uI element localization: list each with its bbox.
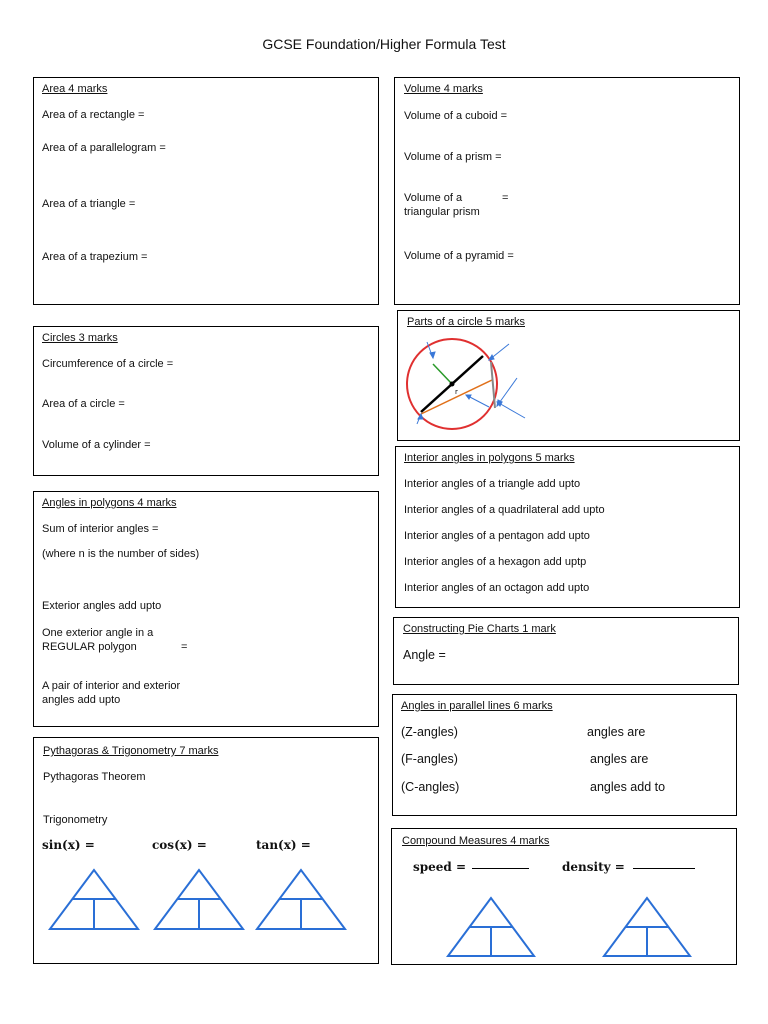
pythagoras-theorem: Pythagoras Theorem bbox=[43, 771, 146, 783]
angles-where-n: (where n is the number of sides) bbox=[42, 548, 200, 560]
area-rectangle: Area of a rectangle = bbox=[42, 109, 145, 121]
radius-green bbox=[433, 364, 452, 384]
angles-polygons-heading: Angles in polygons 4 marks bbox=[42, 497, 177, 509]
speed-formula: speed = bbox=[413, 860, 467, 874]
chord-line bbox=[421, 380, 492, 414]
volume-pyramid: Volume of a pyramid = bbox=[404, 250, 514, 262]
angles-pair-2: angles add upto bbox=[42, 694, 121, 706]
interior-hexagon: Interior angles of a hexagon add uptp bbox=[404, 556, 587, 568]
parallel-z-right: angles are bbox=[587, 725, 646, 739]
speed-fraction-line bbox=[472, 868, 529, 869]
parallel-c-right: angles add to bbox=[590, 780, 666, 794]
interior-quadrilateral: Interior angles of a quadrilateral add upto bbox=[404, 504, 605, 516]
circles-heading: Circles 3 marks bbox=[42, 332, 118, 344]
angles-pair-1: A pair of interior and exterior bbox=[42, 680, 181, 692]
compound-heading: Compound Measures 4 marks bbox=[402, 835, 550, 847]
interior-polygons-heading: Interior angles in polygons 5 marks bbox=[404, 452, 575, 464]
volume-heading: Volume 4 marks bbox=[404, 83, 483, 95]
area-trapezium: Area of a trapezium = bbox=[42, 251, 148, 263]
circles-area: Area of a circle = bbox=[42, 398, 125, 410]
parallel-f-right: angles are bbox=[590, 752, 649, 766]
angles-sum: Sum of interior angles = bbox=[42, 523, 159, 535]
pie-charts-heading: Constructing Pie Charts 1 mark bbox=[403, 623, 556, 635]
pythagoras-trig: Trigonometry bbox=[43, 814, 108, 826]
page-title: GCSE Foundation/Higher Formula Test bbox=[262, 36, 506, 52]
area-heading: Area 4 marks bbox=[42, 83, 108, 95]
area-parallelogram: Area of a parallelogram = bbox=[42, 142, 166, 154]
volume-cuboid: Volume of a cuboid = bbox=[404, 110, 508, 122]
volume-tri-prism-2: triangular prism bbox=[404, 206, 480, 218]
trig-triangles bbox=[33, 866, 379, 936]
tan-formula: tan(x) = bbox=[256, 838, 311, 852]
density-fraction-line bbox=[633, 868, 695, 869]
centre-point bbox=[450, 382, 455, 387]
interior-pentagon: Interior angles of a pentagon add upto bbox=[404, 530, 590, 542]
volume-tri-prism-1: Volume of a bbox=[404, 192, 463, 204]
parts-circle-heading: Parts of a circle 5 marks bbox=[407, 316, 525, 328]
angles-one-ext-eq: = bbox=[181, 641, 188, 653]
interior-triangle: Interior angles of a triangle add upto bbox=[404, 478, 581, 490]
circle-parts-diagram bbox=[397, 310, 740, 441]
angles-one-ext-1: One exterior angle in a bbox=[42, 627, 154, 639]
interior-octagon: Interior angles of an octagon add upto bbox=[404, 582, 590, 594]
density-formula: density = bbox=[562, 860, 625, 874]
angles-one-ext-2: REGULAR polygon bbox=[42, 641, 137, 653]
circles-circumference: Circumference of a circle = bbox=[42, 358, 174, 370]
area-triangle: Area of a triangle = bbox=[42, 198, 136, 210]
pie-charts-angle: Angle = bbox=[403, 648, 446, 662]
angles-exterior: Exterior angles add upto bbox=[42, 600, 162, 612]
parallel-z: (Z-angles) bbox=[401, 725, 458, 739]
volume-prism: Volume of a prism = bbox=[404, 151, 502, 163]
cos-formula: cos(x) = bbox=[152, 838, 207, 852]
parallel-f: (F-angles) bbox=[401, 752, 458, 766]
volume-tri-prism-eq: = bbox=[502, 192, 509, 204]
parallel-lines-heading: Angles in parallel lines 6 marks bbox=[401, 700, 553, 712]
circles-cylinder: Volume of a cylinder = bbox=[42, 439, 151, 451]
pythagoras-heading: Pythagoras & Trigonometry 7 marks bbox=[43, 745, 219, 757]
parallel-c: (C-angles) bbox=[401, 780, 460, 794]
radius-label: r bbox=[455, 388, 458, 396]
compound-triangles bbox=[391, 894, 737, 964]
sin-formula: sin(x) = bbox=[42, 838, 95, 852]
